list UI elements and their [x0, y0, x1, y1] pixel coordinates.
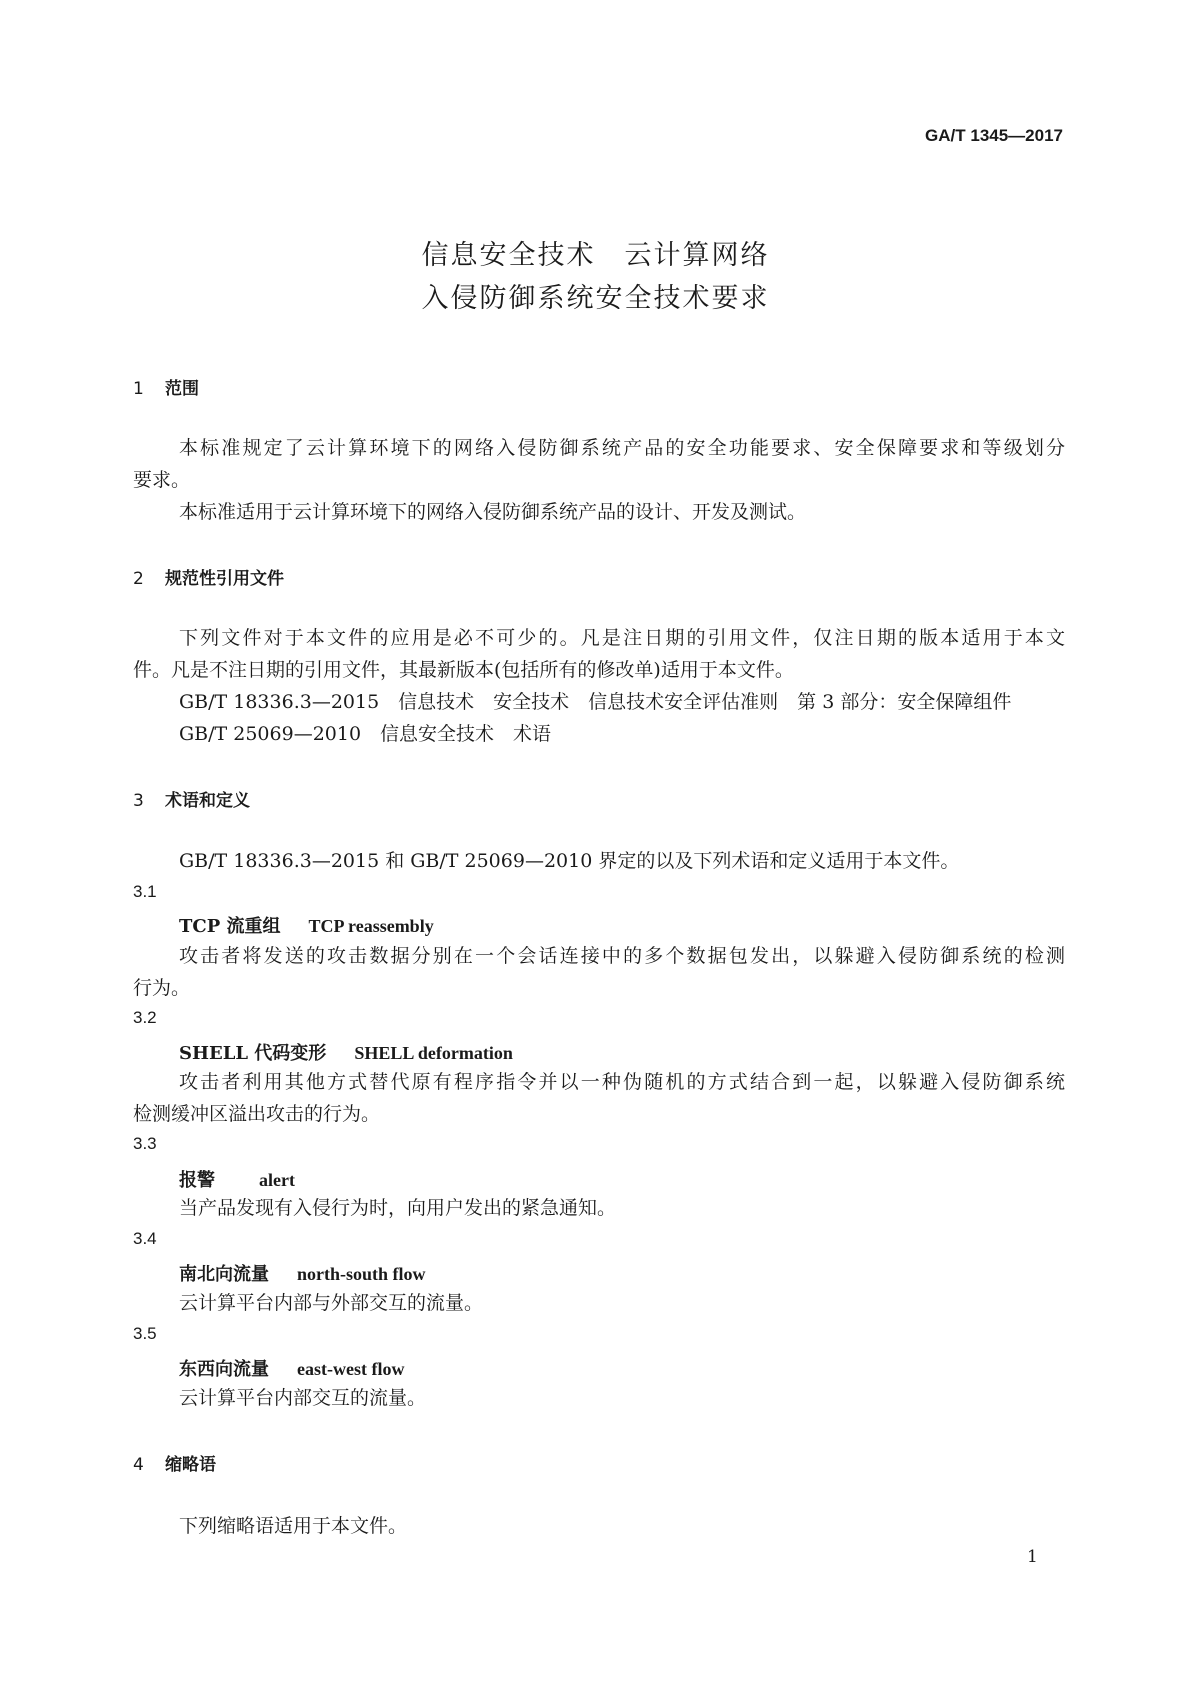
paragraph-line: 本标准规定了云计算环境下的网络入侵防御系统产品的安全功能要求、安全保障要求和等级划分 — [179, 437, 1065, 459]
reference-item: GB/T 18336.3—2015 信息技术 安全技术 信息技术安全评估准则 第 3 部分：安全保障组件 — [179, 691, 1012, 713]
section-title: 范围 — [165, 379, 199, 399]
title-line-1: 信息安全技术 云计算网络 — [421, 240, 770, 271]
term-zh: 南北向流量 — [179, 1264, 269, 1285]
section-heading — [133, 564, 284, 589]
section-number: 3 — [133, 791, 144, 811]
term-name — [179, 1166, 295, 1192]
term-en: TCP reassembly — [308, 916, 434, 936]
paragraph-line: 要求。 — [133, 469, 191, 491]
term-zh: 东西向流量 — [179, 1359, 269, 1380]
paragraph-line: 下列缩略语适用于本文件。 — [179, 1515, 408, 1537]
term-name — [179, 1260, 426, 1286]
term-zh: 报警 — [179, 1170, 215, 1191]
term-name — [179, 1039, 513, 1065]
term-number: 3.4 — [133, 1229, 157, 1248]
section-title: 术语和定义 — [165, 791, 250, 811]
term-name — [179, 1355, 404, 1381]
page-number: 1 — [1027, 1547, 1038, 1567]
term-name — [179, 912, 434, 938]
term-definition: 云计算平台内部与外部交互的流量。 — [179, 1292, 484, 1314]
term-en: north-south flow — [297, 1264, 426, 1284]
term-en: east-west flow — [297, 1359, 405, 1379]
paragraph-line: 下列文件对于本文件的应用是必不可少的。凡是注日期的引用文件，仅注日期的版本适用于本文 — [179, 627, 1065, 649]
paragraph-line: 件。凡是不注日期的引用文件，其最新版本(包括所有的修改单)适用于本文件。 — [133, 659, 794, 681]
reference-item: GB/T 25069—2010 信息安全技术 术语 — [179, 723, 552, 745]
term-definition: 攻击者将发送的攻击数据分别在一个会话连接中的多个数据包发出，以躲避入侵防御系统的检测 — [179, 945, 1065, 967]
section-number: 2 — [133, 569, 144, 589]
title-line-2: 入侵防御系统安全技术要求 — [421, 283, 770, 314]
document-number: GA/T 1345—2017 — [925, 126, 1063, 145]
term-number: 3.3 — [133, 1134, 157, 1153]
section-title: 缩略语 — [165, 1455, 216, 1475]
section-heading — [133, 374, 199, 399]
term-zh: TCP 流重组 — [179, 916, 281, 937]
section-heading — [133, 1450, 216, 1475]
section-heading — [133, 786, 250, 811]
section-number: 1 — [133, 379, 144, 399]
term-definition: 行为。 — [133, 977, 191, 999]
term-en: SHELL deformation — [354, 1043, 513, 1063]
paragraph-line: 本标准适用于云计算环境下的网络入侵防御系统产品的设计、开发及测试。 — [179, 501, 807, 523]
term-zh: SHELL 代码变形 — [179, 1043, 327, 1064]
term-number: 3.5 — [133, 1324, 157, 1343]
term-definition: 当产品发现有入侵行为时，向用户发出的紧急通知。 — [179, 1197, 617, 1219]
section-number: 4 — [133, 1455, 144, 1475]
term-number: 3.1 — [133, 882, 157, 901]
term-definition: 攻击者利用其他方式替代原有程序指令并以一种伪随机的方式结合到一起，以躲避入侵防御系统 — [179, 1071, 1065, 1093]
term-definition: 检测缓冲区溢出攻击的行为。 — [133, 1103, 381, 1125]
term-definition: 云计算平台内部交互的流量。 — [179, 1387, 427, 1409]
paragraph-line: GB/T 18336.3—2015 和 GB/T 25069—2010 界定的以及下列术语和定义适用于本文件。 — [179, 850, 960, 872]
section-title: 规范性引用文件 — [165, 569, 284, 589]
term-en: alert — [259, 1170, 295, 1190]
term-number: 3.2 — [133, 1008, 157, 1027]
